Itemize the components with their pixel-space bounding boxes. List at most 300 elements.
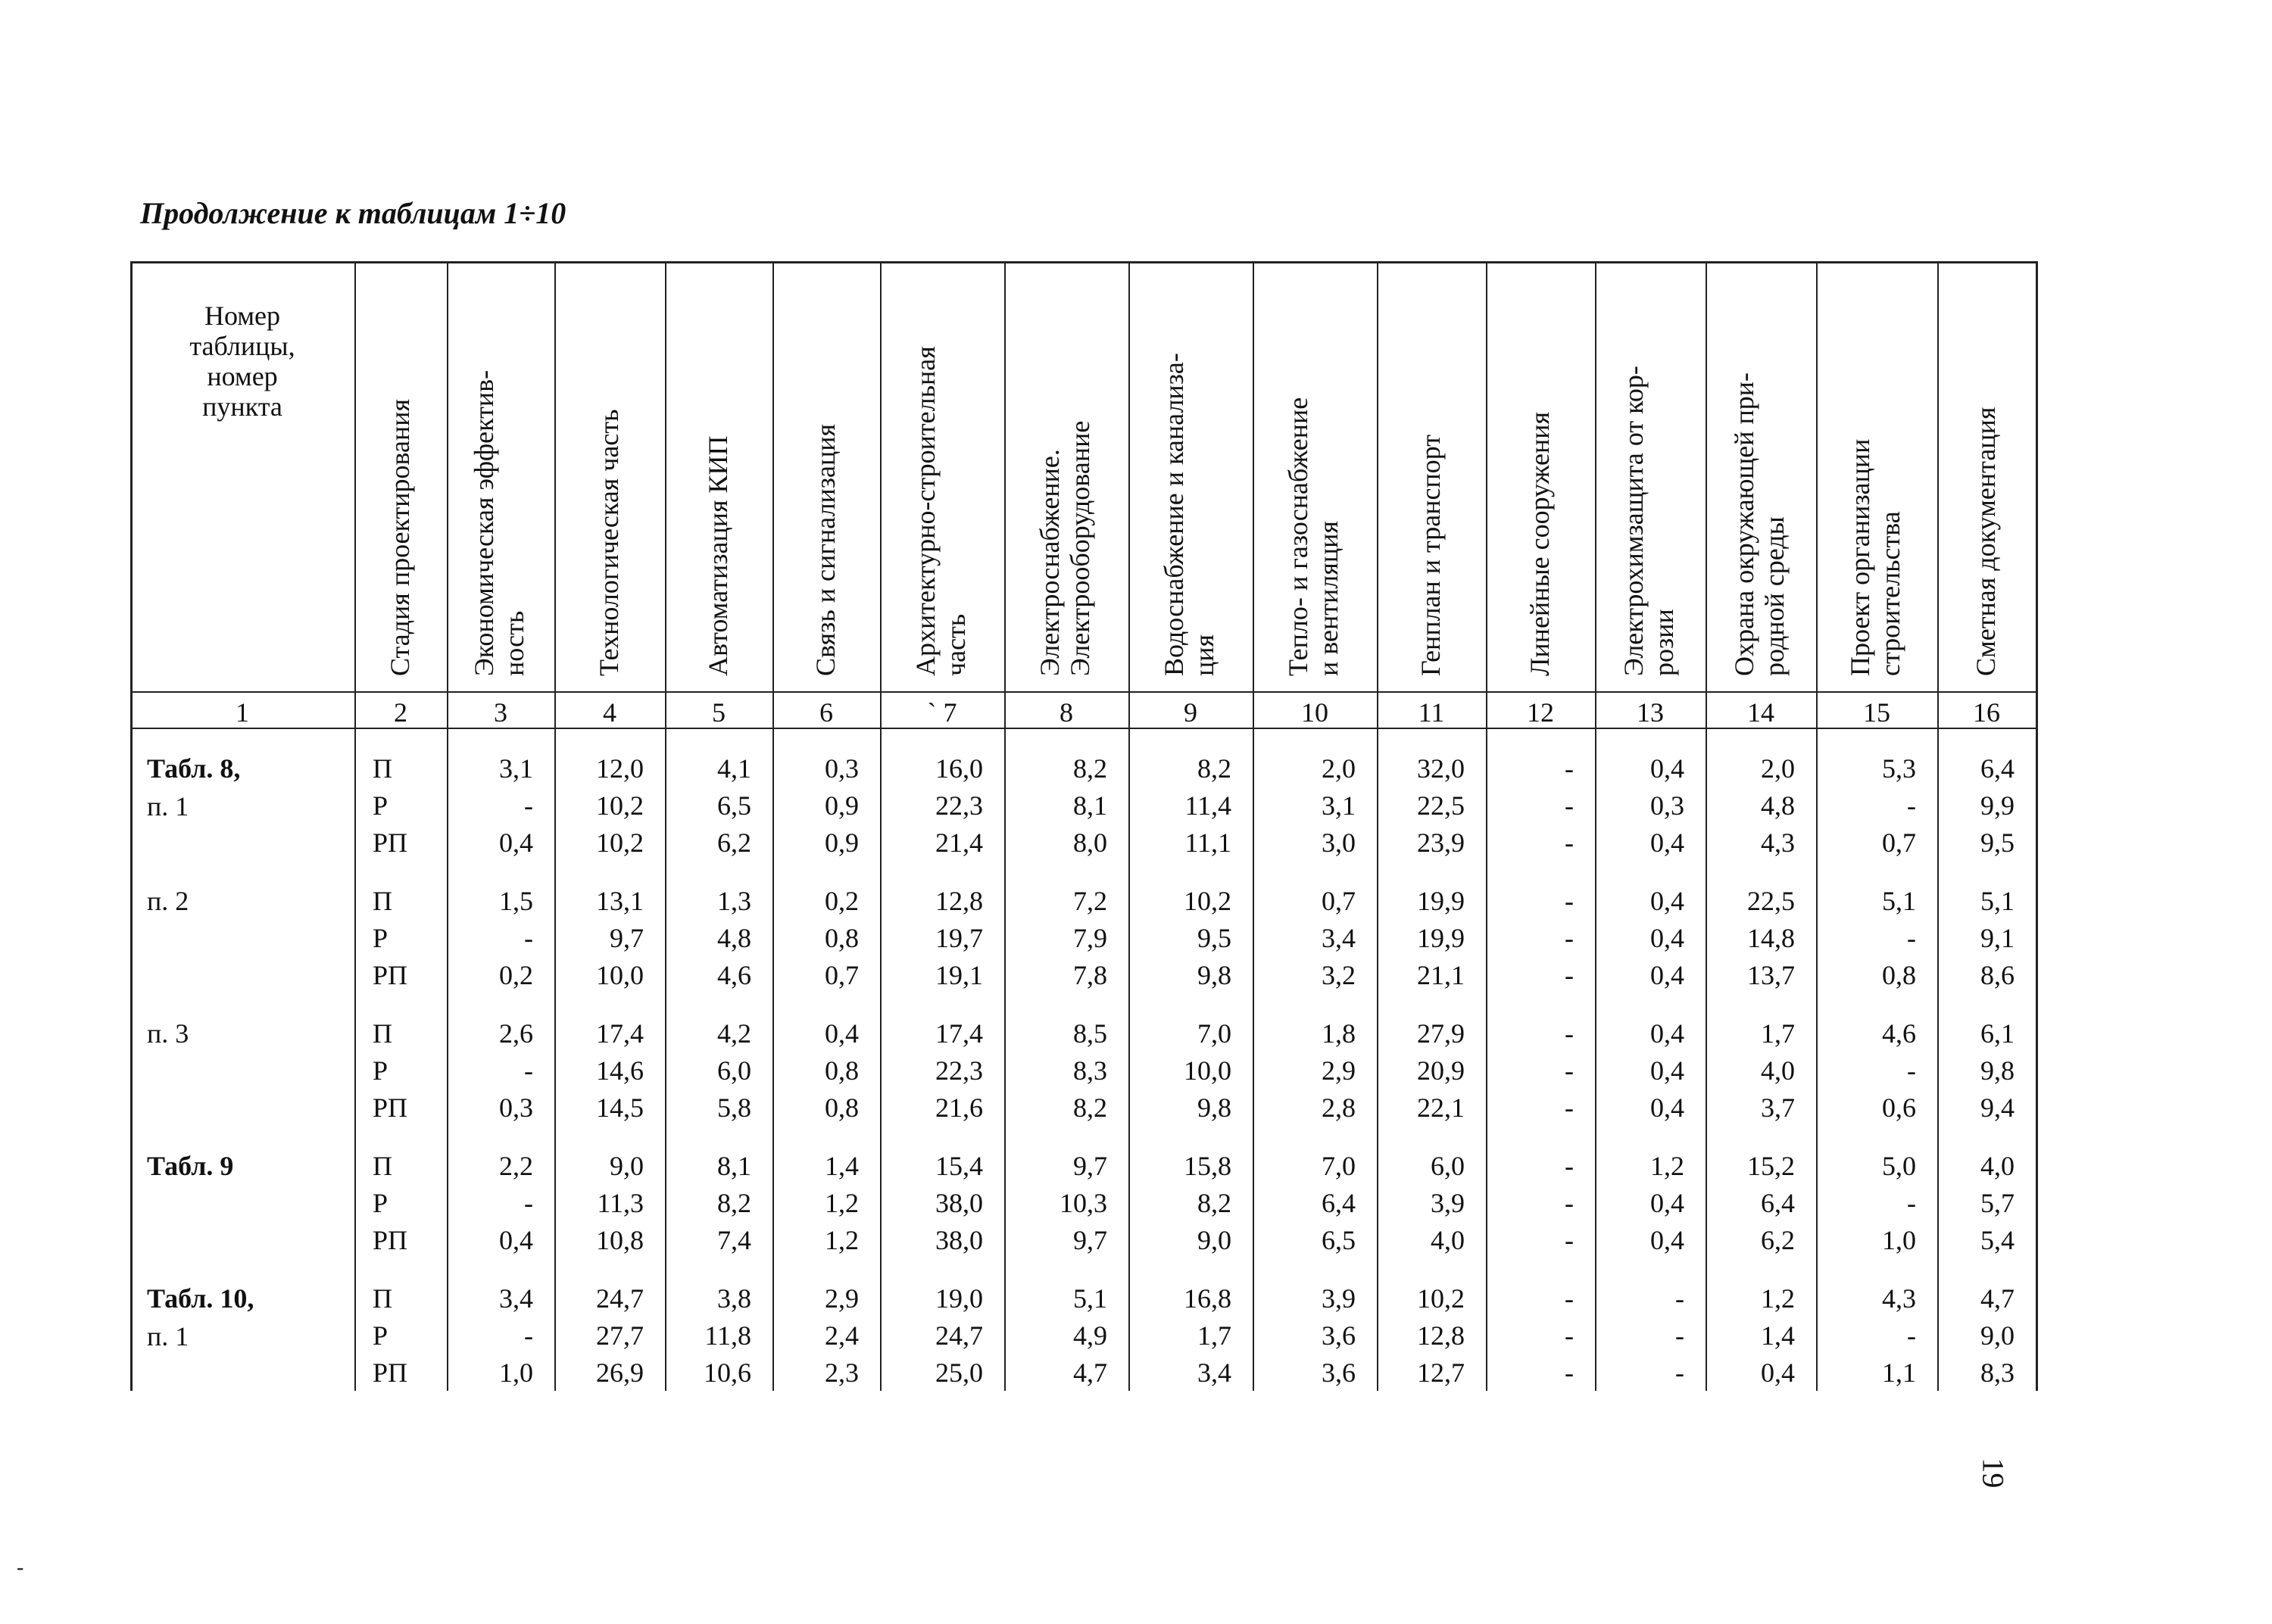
header-line: Водоснабжение и канализа- <box>1159 353 1189 676</box>
row-label-bold: Табл. 8, <box>147 753 241 784</box>
value-cell: - <box>1565 1018 1574 1049</box>
value-cell: 4,2 <box>717 1018 751 1049</box>
value-cell: 0,2 <box>825 886 859 916</box>
value-cell: 3,2 <box>1322 960 1356 990</box>
row-label <box>147 1280 254 1355</box>
value-cell: 1,2 <box>825 1225 859 1255</box>
column-number: 16 <box>1973 697 2000 728</box>
value-cell: 4,3 <box>1761 828 1795 858</box>
value-cell: 8,6 <box>1980 960 2015 990</box>
header-line: Автоматизация КИП <box>703 435 733 676</box>
value-cell: 4,8 <box>1761 790 1795 821</box>
value-cell: 19,7 <box>935 923 983 953</box>
value-cell: 8,5 <box>1073 1018 1107 1049</box>
stage-cell: Р <box>373 790 389 821</box>
value-cell: 10,0 <box>596 960 644 990</box>
row-label-item: п. 1 <box>147 791 189 821</box>
value-cell: 6,0 <box>1431 1151 1465 1181</box>
value-cell: 9,5 <box>1980 828 2015 858</box>
header-line: Экономическая эффектив- <box>469 369 499 676</box>
header-rotated <box>469 370 529 676</box>
value-cell: 4,8 <box>717 923 751 953</box>
value-cell: 0,3 <box>499 1093 533 1123</box>
stage-cell: РП <box>373 1357 408 1388</box>
stage-cell: П <box>373 1018 392 1049</box>
header-line: часть <box>941 613 971 676</box>
value-cell: 13,1 <box>596 886 644 916</box>
value-cell: 3,1 <box>499 753 533 784</box>
header-rotated <box>385 399 415 676</box>
value-cell: 1,0 <box>1882 1225 1916 1255</box>
header-table-number <box>130 301 354 422</box>
value-cell: 0,4 <box>1650 1018 1684 1049</box>
value-cell: 21,6 <box>935 1093 983 1123</box>
value-cell: 8,2 <box>1073 753 1107 784</box>
value-cell: 6,4 <box>1761 1188 1795 1218</box>
row-label <box>147 750 240 825</box>
value-cell: 0,4 <box>1761 1357 1795 1388</box>
column-number: 11 <box>1418 697 1445 728</box>
value-cell: 0,9 <box>825 790 859 821</box>
value-cell: 6,4 <box>1980 753 2015 784</box>
value-cell: 3,6 <box>1322 1320 1356 1351</box>
header-rotated <box>1035 421 1095 676</box>
value-cell: - <box>1565 1225 1574 1255</box>
column-number: 3 <box>494 697 507 728</box>
value-cell: 4,7 <box>1980 1283 2015 1314</box>
row-label-bold: Табл. 9 <box>147 1151 234 1181</box>
row-divider <box>130 261 2036 263</box>
value-cell: 0,4 <box>1650 828 1684 858</box>
column-number: 6 <box>819 697 833 728</box>
value-cell: 20,9 <box>1417 1055 1465 1086</box>
value-cell: 4,0 <box>1980 1151 2015 1181</box>
value-cell: - <box>524 1055 533 1086</box>
header-line: ность <box>499 610 529 676</box>
value-cell: 3,9 <box>1431 1188 1465 1218</box>
value-cell: 1,8 <box>1322 1018 1356 1049</box>
value-cell: 17,4 <box>935 1018 983 1049</box>
value-cell: 0,4 <box>1650 753 1684 784</box>
value-cell: 3,1 <box>1322 790 1356 821</box>
value-cell: 1,3 <box>717 886 751 916</box>
value-cell: - <box>524 923 533 953</box>
row-label-item: п. 1 <box>147 1321 189 1351</box>
value-cell: 4,7 <box>1073 1357 1107 1388</box>
value-cell: 22,5 <box>1417 790 1465 821</box>
value-cell: 9,9 <box>1980 790 2015 821</box>
value-cell: 9,0 <box>610 1151 644 1181</box>
header-line: Технологическая часть <box>594 409 624 676</box>
value-cell: 14,8 <box>1747 923 1795 953</box>
value-cell: 4,3 <box>1882 1283 1916 1314</box>
value-cell: 0,3 <box>825 753 859 784</box>
row-label-item: п. 2 <box>147 886 189 916</box>
value-cell: 3,4 <box>1197 1357 1231 1388</box>
header-line: строительства <box>1875 511 1905 676</box>
value-cell: 24,7 <box>935 1320 983 1351</box>
value-cell: 0,4 <box>1650 1055 1684 1086</box>
value-cell: 3,8 <box>717 1283 751 1314</box>
value-cell: 5,1 <box>1882 886 1916 916</box>
value-cell: - <box>1675 1283 1684 1314</box>
value-cell: 0,4 <box>1650 923 1684 953</box>
value-cell: 1,1 <box>1882 1357 1916 1388</box>
stage-cell: РП <box>373 1225 408 1255</box>
header-line: пункта <box>202 391 282 422</box>
value-cell: 0,2 <box>499 960 533 990</box>
value-cell: 27,9 <box>1417 1018 1465 1049</box>
value-cell: - <box>1675 1320 1684 1351</box>
value-cell: 10,3 <box>1060 1188 1107 1218</box>
header-rotated <box>1845 439 1905 676</box>
value-cell: 38,0 <box>935 1188 983 1218</box>
value-cell: 10,2 <box>596 828 644 858</box>
value-cell: 2,2 <box>499 1151 533 1181</box>
value-cell: 21,4 <box>935 828 983 858</box>
header-line: Связь и сигнализация <box>810 423 841 676</box>
value-cell: 38,0 <box>935 1225 983 1255</box>
header-rotated <box>1618 366 1679 676</box>
value-cell: 2,3 <box>825 1357 859 1388</box>
value-cell: - <box>524 1320 533 1351</box>
value-cell: 9,8 <box>1980 1055 2015 1086</box>
value-cell: 10,0 <box>1184 1055 1231 1086</box>
value-cell: 8,3 <box>1073 1055 1107 1086</box>
value-cell: 10,6 <box>704 1357 751 1388</box>
header-line: номер <box>207 361 278 391</box>
value-cell: 2,8 <box>1322 1093 1356 1123</box>
stage-cell: Р <box>373 923 389 953</box>
column-divider <box>2036 261 2038 1391</box>
value-cell: - <box>1565 886 1574 916</box>
value-cell: 1,7 <box>1197 1320 1231 1351</box>
value-cell: 19,0 <box>935 1283 983 1314</box>
value-cell: - <box>1565 1283 1574 1314</box>
value-cell: 1,7 <box>1761 1018 1795 1049</box>
header-line: Архитектурно-строительная <box>910 346 941 676</box>
value-cell: 10,2 <box>1417 1283 1465 1314</box>
value-cell: 0,6 <box>1882 1093 1916 1123</box>
value-cell: 0,9 <box>825 828 859 858</box>
header-line: Номер <box>204 301 281 331</box>
column-number: 10 <box>1301 697 1328 728</box>
value-cell: 11,4 <box>1184 790 1231 821</box>
value-cell: 9,0 <box>1980 1320 2015 1351</box>
value-cell: 1,0 <box>499 1357 533 1388</box>
value-cell: 1,4 <box>825 1151 859 1181</box>
value-cell: 6,0 <box>717 1055 751 1086</box>
value-cell: 8,0 <box>1073 828 1107 858</box>
value-cell: 9,7 <box>610 923 644 953</box>
value-cell: 0,7 <box>1882 828 1916 858</box>
value-cell: 0,4 <box>499 828 533 858</box>
stage-cell: П <box>373 1283 392 1314</box>
value-cell: 3,7 <box>1761 1093 1795 1123</box>
header-line: Проект организации <box>1845 438 1875 676</box>
header-rotated <box>1283 397 1344 676</box>
value-cell: 11,3 <box>597 1188 644 1218</box>
value-cell: - <box>524 790 533 821</box>
column-number: 12 <box>1527 697 1554 728</box>
value-cell: 14,5 <box>596 1093 644 1123</box>
header-line: Генплан и транспорт <box>1415 435 1446 676</box>
stage-cell: РП <box>373 960 408 990</box>
value-cell: 15,4 <box>935 1151 983 1181</box>
value-cell: 24,7 <box>596 1283 644 1314</box>
value-cell: - <box>1565 1357 1574 1388</box>
value-cell: 0,4 <box>499 1225 533 1255</box>
value-cell: 2,0 <box>1322 753 1356 784</box>
header-line: родной среды <box>1759 516 1790 676</box>
header-line: розии <box>1649 609 1679 676</box>
value-cell: 7,0 <box>1197 1018 1231 1049</box>
stage-cell: РП <box>373 1093 408 1123</box>
stage-cell: П <box>373 886 392 916</box>
value-cell: 11,8 <box>704 1320 751 1351</box>
value-cell: - <box>1565 1320 1574 1351</box>
column-number: 13 <box>1637 697 1664 728</box>
page-title: Продолжение к таблицам 1÷10 <box>140 196 566 230</box>
value-cell: 6,5 <box>1322 1225 1356 1255</box>
value-cell: 22,3 <box>935 790 983 821</box>
column-number: 9 <box>1184 697 1197 728</box>
value-cell: 0,8 <box>825 923 859 953</box>
value-cell: - <box>1565 1188 1574 1218</box>
value-cell: 1,2 <box>1650 1151 1684 1181</box>
value-cell: 0,8 <box>1882 960 1916 990</box>
column-number: 14 <box>1747 697 1774 728</box>
corner-mark: - <box>17 1556 24 1579</box>
value-cell: 0,7 <box>825 960 859 990</box>
column-number: 2 <box>394 697 407 728</box>
header-line: Тепло- и газоснабжение <box>1283 397 1313 676</box>
header-line: и вентиляция <box>1313 521 1344 676</box>
value-cell: 0,4 <box>825 1018 859 1049</box>
value-cell: 15,2 <box>1747 1151 1795 1181</box>
value-cell: - <box>1565 790 1574 821</box>
value-cell: - <box>1565 1151 1574 1181</box>
value-cell: 1,5 <box>499 886 533 916</box>
value-cell: 0,4 <box>1650 1093 1684 1123</box>
value-cell: 15,8 <box>1184 1151 1231 1181</box>
value-cell: 8,2 <box>1197 1188 1231 1218</box>
column-number: 5 <box>712 697 726 728</box>
value-cell: 12,7 <box>1417 1357 1465 1388</box>
value-cell: 9,4 <box>1980 1093 2015 1123</box>
column-divider <box>354 261 356 1391</box>
value-cell: 9,8 <box>1197 960 1231 990</box>
value-cell: 8,3 <box>1980 1357 2015 1388</box>
stage-cell: РП <box>373 828 408 858</box>
value-cell: 27,7 <box>596 1320 644 1351</box>
column-number: ` 7 <box>927 697 957 728</box>
stage-cell: Р <box>373 1188 389 1218</box>
value-cell: 1,2 <box>1761 1283 1795 1314</box>
header-rotated <box>1159 353 1219 676</box>
value-cell: 7,8 <box>1073 960 1107 990</box>
value-cell: 0,7 <box>1322 886 1356 916</box>
header-rotated <box>910 346 971 676</box>
value-cell: 12,8 <box>935 886 983 916</box>
value-cell: 10,2 <box>1184 886 1231 916</box>
header-rotated <box>703 435 733 676</box>
value-cell: 0,4 <box>1650 1225 1684 1255</box>
value-cell: 3,4 <box>499 1283 533 1314</box>
value-cell: 9,8 <box>1197 1093 1231 1123</box>
value-cell: 13,7 <box>1747 960 1795 990</box>
value-cell: 6,2 <box>1761 1225 1795 1255</box>
header-rotated <box>594 409 624 676</box>
value-cell: 16,0 <box>935 753 983 784</box>
column-number: 4 <box>603 697 616 728</box>
value-cell: 8,2 <box>1197 753 1231 784</box>
value-cell: 2,9 <box>825 1283 859 1314</box>
value-cell: 22,5 <box>1747 886 1795 916</box>
header-line: Линейные сооружения <box>1525 411 1555 676</box>
value-cell: 9,7 <box>1073 1151 1107 1181</box>
value-cell: 22,3 <box>935 1055 983 1086</box>
header-line: Охрана окружающей при- <box>1729 372 1759 676</box>
column-number: 15 <box>1863 697 1890 728</box>
value-cell: 6,2 <box>717 828 751 858</box>
value-cell: 5,4 <box>1980 1225 2015 1255</box>
value-cell: 9,0 <box>1197 1225 1231 1255</box>
value-cell: 4,9 <box>1073 1320 1107 1351</box>
value-cell: - <box>1907 790 1916 821</box>
row-label <box>147 1147 233 1185</box>
value-cell: 0,4 <box>1650 886 1684 916</box>
value-cell: - <box>1907 923 1916 953</box>
value-cell: 6,5 <box>717 790 751 821</box>
value-cell: 6,1 <box>1980 1018 2015 1049</box>
data-table <box>130 261 2036 1391</box>
header-line: Электрохимзащита от кор- <box>1618 366 1649 676</box>
value-cell: 9,5 <box>1197 923 1231 953</box>
stage-cell: П <box>373 753 392 784</box>
header-line: Стадия проектирования <box>385 398 415 676</box>
value-cell: 5,1 <box>1980 886 2015 916</box>
value-cell: - <box>1565 923 1574 953</box>
value-cell: - <box>1907 1188 1916 1218</box>
value-cell: 4,0 <box>1761 1055 1795 1086</box>
header-rotated <box>1525 412 1555 676</box>
value-cell: 32,0 <box>1417 753 1465 784</box>
value-cell: 5,0 <box>1882 1151 1916 1181</box>
value-cell: 17,4 <box>596 1018 644 1049</box>
value-cell: 0,8 <box>825 1093 859 1123</box>
row-label-item: п. 3 <box>147 1018 189 1049</box>
value-cell: 25,0 <box>935 1357 983 1388</box>
value-cell: 1,4 <box>1761 1320 1795 1351</box>
column-divider <box>130 261 133 1391</box>
value-cell: 7,2 <box>1073 886 1107 916</box>
column-number: 1 <box>236 697 249 728</box>
stage-cell: П <box>373 1151 392 1181</box>
header-line: ция <box>1189 634 1219 676</box>
value-cell: 23,9 <box>1417 828 1465 858</box>
value-cell: 14,6 <box>596 1055 644 1086</box>
value-cell: 7,9 <box>1073 923 1107 953</box>
value-cell: 10,8 <box>596 1225 644 1255</box>
value-cell: 3,9 <box>1322 1283 1356 1314</box>
value-cell: - <box>1565 828 1574 858</box>
value-cell: 4,6 <box>1882 1018 1916 1049</box>
value-cell: 9,1 <box>1980 923 2015 953</box>
value-cell: - <box>1565 1055 1574 1086</box>
row-label-bold: Табл. 10, <box>147 1283 254 1314</box>
value-cell: 5,1 <box>1073 1283 1107 1314</box>
value-cell: 4,0 <box>1431 1225 1465 1255</box>
page-number: 19 <box>1976 1457 2011 1488</box>
value-cell: 3,0 <box>1322 828 1356 858</box>
header-line: Сметная документация <box>1971 407 2001 676</box>
value-cell: 26,9 <box>596 1357 644 1388</box>
value-cell: - <box>1565 960 1574 990</box>
value-cell: - <box>1565 753 1574 784</box>
value-cell: - <box>1675 1357 1684 1388</box>
value-cell: 7,4 <box>717 1225 751 1255</box>
value-cell: - <box>1565 1093 1574 1123</box>
value-cell: 19,9 <box>1417 886 1465 916</box>
value-cell: - <box>1907 1055 1916 1086</box>
row-label <box>147 882 189 920</box>
value-cell: 12,8 <box>1417 1320 1465 1351</box>
value-cell: 8,1 <box>717 1151 751 1181</box>
row-divider <box>130 691 2036 693</box>
value-cell: 0,8 <box>825 1055 859 1086</box>
value-cell: 19,1 <box>935 960 983 990</box>
row-label <box>147 1015 189 1052</box>
value-cell: 4,1 <box>717 753 751 784</box>
header-rotated <box>1415 435 1446 676</box>
value-cell: 2,0 <box>1761 753 1795 784</box>
value-cell: 12,0 <box>596 753 644 784</box>
value-cell: 2,9 <box>1322 1055 1356 1086</box>
value-cell: 8,2 <box>1073 1093 1107 1123</box>
header-line: Электроснабжение. <box>1035 449 1065 676</box>
value-cell: 1,2 <box>825 1188 859 1218</box>
value-cell: 19,9 <box>1417 923 1465 953</box>
header-line: Электрооборудование <box>1065 420 1095 676</box>
value-cell: 0,4 <box>1650 960 1684 990</box>
value-cell: 5,3 <box>1882 753 1916 784</box>
value-cell: 6,4 <box>1322 1188 1356 1218</box>
stage-cell: Р <box>373 1320 389 1351</box>
header-rotated <box>1729 372 1790 676</box>
value-cell: 10,2 <box>596 790 644 821</box>
header-rotated <box>810 424 841 676</box>
stage-cell: Р <box>373 1055 389 1086</box>
value-cell: 7,0 <box>1322 1151 1356 1181</box>
value-cell: 2,4 <box>825 1320 859 1351</box>
value-cell: 5,7 <box>1980 1188 2015 1218</box>
value-cell: 21,1 <box>1417 960 1465 990</box>
value-cell: 16,8 <box>1184 1283 1231 1314</box>
value-cell: 0,4 <box>1650 1188 1684 1218</box>
value-cell: 8,1 <box>1073 790 1107 821</box>
value-cell: 5,8 <box>717 1093 751 1123</box>
value-cell: - <box>524 1188 533 1218</box>
value-cell: 4,6 <box>717 960 751 990</box>
value-cell: 8,2 <box>717 1188 751 1218</box>
value-cell: 11,1 <box>1184 828 1231 858</box>
header-rotated <box>1971 407 2001 676</box>
header-line: таблицы, <box>189 331 295 361</box>
column-number: 8 <box>1060 697 1073 728</box>
value-cell: 3,6 <box>1322 1357 1356 1388</box>
value-cell: 22,1 <box>1417 1093 1465 1123</box>
